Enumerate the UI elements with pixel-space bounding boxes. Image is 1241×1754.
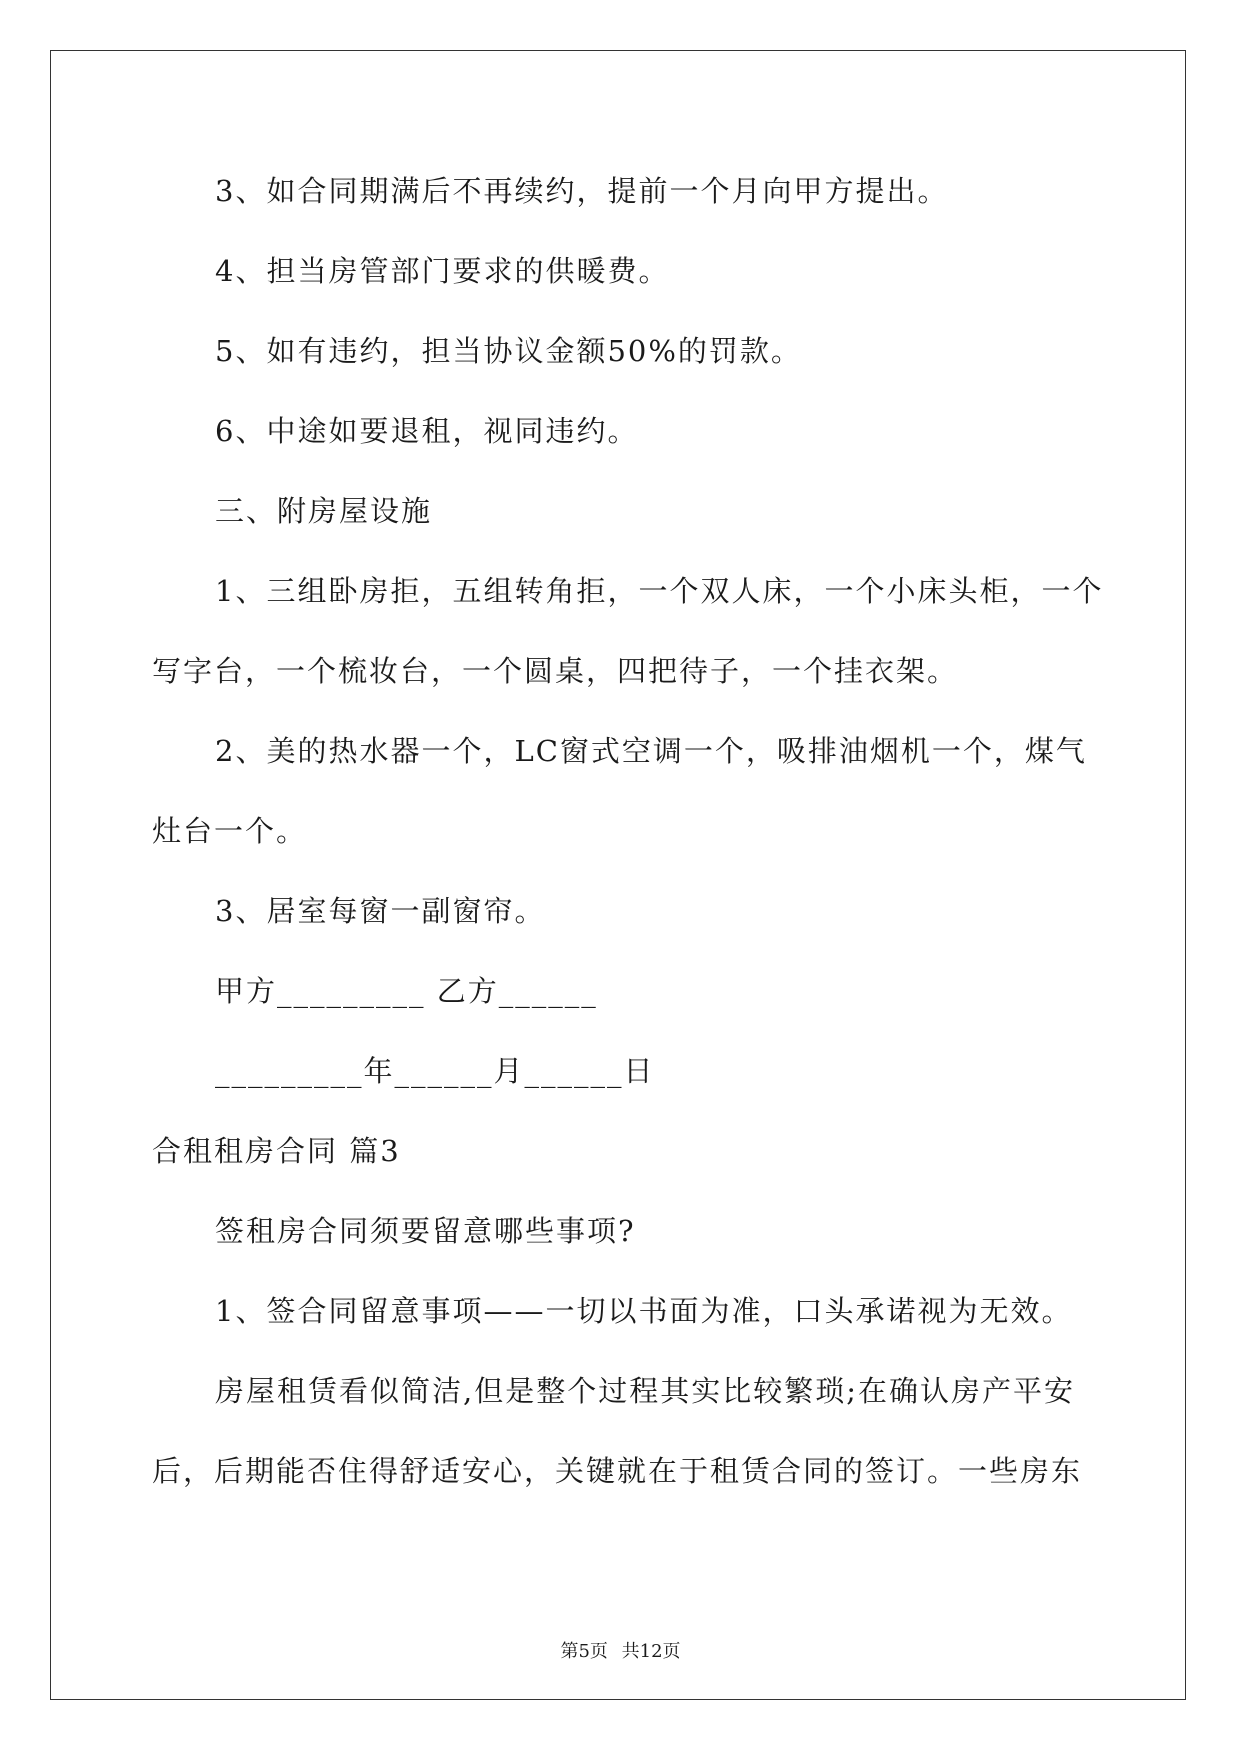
signature-line: 甲方_________ 乙方______ bbox=[215, 974, 598, 1008]
date-line: _________年______月______日 bbox=[215, 1054, 655, 1088]
page-number: 第5页 bbox=[560, 1641, 608, 1662]
paragraph-facility-2: 2、美的热水器一个，LC窗式空调一个，吸排油烟机一个，煤气 bbox=[215, 734, 1087, 768]
paragraph-question: 签租房合同须要留意哪些事项? bbox=[215, 1214, 636, 1248]
section-heading-facilities: 三、附房屋设施 bbox=[215, 494, 433, 528]
paragraph-clause-6: 6、中途如要退租，视同违约。 bbox=[215, 414, 639, 448]
paragraph-facility-2-cont: 灶台一个。 bbox=[152, 814, 308, 848]
page-footer bbox=[0, 1640, 1241, 1664]
paragraph-clause-4: 4、担当房管部门要求的供暖费。 bbox=[215, 254, 670, 288]
paragraph-clause-3: 3、如合同期满后不再续约，提前一个月向甲方提出。 bbox=[215, 174, 949, 208]
paragraph-body: 房屋租赁看似简洁,但是整个过程其实比较繁琐;在确认房产平安 bbox=[215, 1374, 1075, 1408]
paragraph-clause-5: 5、如有违约，担当协议金额50%的罚款。 bbox=[215, 334, 802, 368]
article-title: 合租租房合同 篇3 bbox=[152, 1134, 401, 1168]
page-total: 共12页 bbox=[621, 1641, 681, 1662]
paragraph-body-cont: 后，后期能否住得舒适安心，关键就在于租赁合同的签订。一些房东 bbox=[152, 1454, 1083, 1488]
paragraph-facility-1-cont: 写字台，一个梳妆台，一个圆桌，四把待子，一个挂衣架。 bbox=[152, 654, 959, 688]
paragraph-facility-3: 3、居室每窗一副窗帘。 bbox=[215, 894, 546, 928]
paragraph-facility-1: 1、三组卧房拒，五组转角拒，一个双人床，一个小床头柜，一个 bbox=[215, 574, 1104, 608]
paragraph-point-1: 1、签合同留意事项——一切以书面为准，口头承诺视为无效。 bbox=[215, 1294, 1073, 1328]
